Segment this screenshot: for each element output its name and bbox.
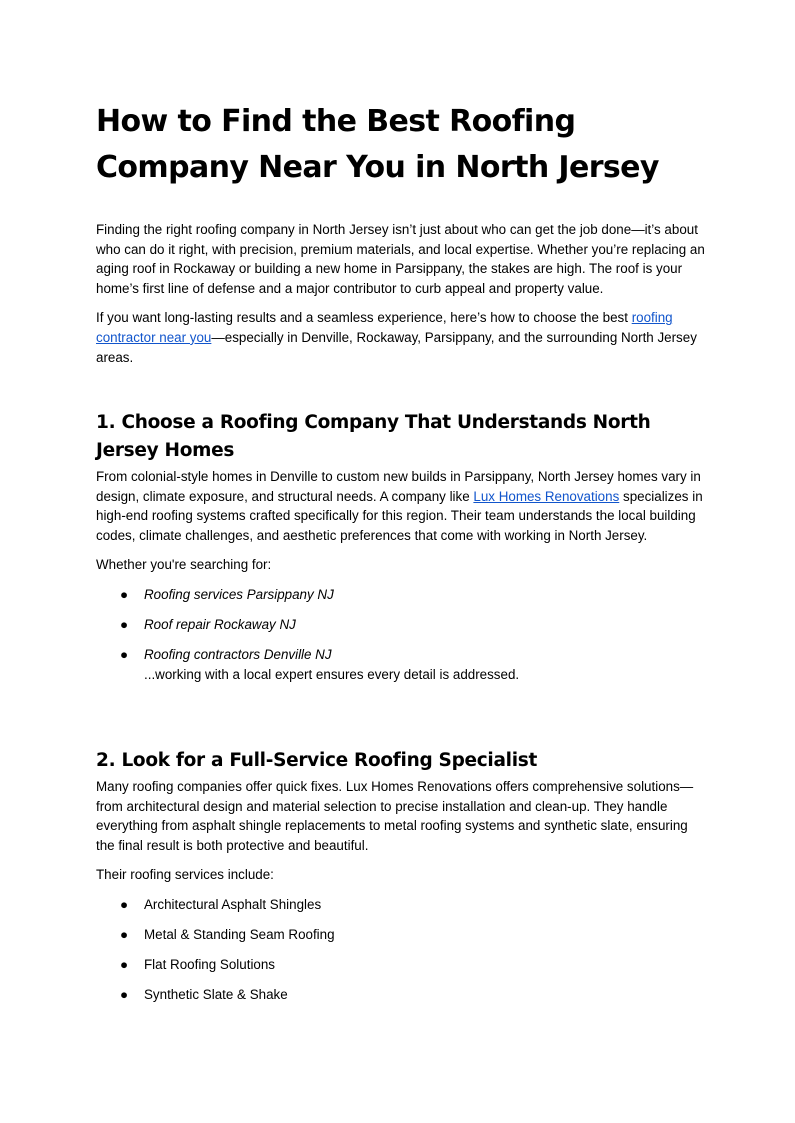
list-item-continuation: ...working with a local expert ensures every detail is addressed. — [144, 666, 520, 682]
section-2 — [96, 747, 708, 1015]
section-2-paragraph-1: Many roofing companies offer quick fixes. Lux Homes Renovations offers comprehensive solutions—from architectural design and material selection to precise installation and clean-up. They handle everything from asphalt shingle replacements to metal roofing systems and synthetic slate, ensuring the final result is both protective and beautiful. — [96, 779, 694, 853]
bullet-icon: ● — [120, 586, 129, 602]
section-1 — [96, 409, 708, 695]
list-item-text: Roofing contractors Denville NJ — [144, 646, 332, 662]
section-2-list — [96, 895, 708, 1005]
intro-p2-tail: —especially in Denville, Rockaway, Parsippany, and the surrounding North Jersey areas. — [96, 329, 697, 365]
section-1-p1-text: From colonial-style homes in Denville to custom new builds in Parsippany, North Jersey homes vary in design, climate exposure, and structural needs. A company like — [96, 469, 701, 504]
bullet-icon: ● — [120, 926, 129, 942]
section-2-heading: 2. Look for a Full-Service Roofing Specialist — [96, 750, 537, 771]
section-2-paragraph-2: Their roofing services include: — [96, 867, 274, 883]
list-item-text: Metal & Standing Seam Roofing — [144, 926, 335, 942]
bullet-icon: ● — [120, 896, 129, 912]
list-item — [96, 955, 708, 975]
bullet-icon: ● — [120, 616, 129, 632]
bullet-icon: ● — [120, 986, 129, 1002]
page-title: How to Find the Best Roofing Company Near You in North Jersey — [96, 104, 659, 185]
intro-paragraph-2 — [96, 308, 708, 367]
list-item — [96, 925, 708, 945]
section-1-list — [96, 585, 708, 684]
list-item-text: Flat Roofing Solutions — [144, 956, 276, 972]
list-item-text: Roofing services Parsippany NJ — [144, 586, 334, 602]
intro-paragraph-1: Finding the right roofing company in North Jersey isn’t just about who can get the job done—it’s about who can do it right, with precision, premium materials, and local expertise. Whether you’re replacing an aging roof in Rockaway or building a new home in Parsippany, the stakes are high. The roof is your home’s first line of defense and a major contributor to curb appeal and property value. — [96, 222, 705, 296]
list-item-text: Synthetic Slate & Shake — [144, 986, 288, 1002]
list-item — [96, 985, 708, 1005]
section-1-heading: 1. Choose a Roofing Company That Understands North Jersey Homes — [96, 412, 651, 461]
list-item — [96, 645, 708, 684]
section-1-p1-tail: specializes in high-end roofing systems crafted specifically for this region. Their team understands the local building codes, climate challenges, and aesthetic preferences that come with working in North Jersey. — [96, 488, 703, 543]
section-1-paragraph-1 — [96, 467, 708, 545]
section-1-paragraph-2: Whether you're searching for: — [96, 557, 272, 573]
intro-p2-text: If you want long-lasting results and a seamless experience, here’s how to choose the best — [96, 310, 632, 326]
lux-homes-link[interactable]: Lux Homes Renovations — [473, 488, 620, 504]
list-item-text: Architectural Asphalt Shingles — [144, 896, 322, 912]
list-item — [96, 585, 708, 605]
bullet-icon: ● — [120, 956, 129, 972]
list-item-text: Roof repair Rockaway NJ — [144, 616, 296, 632]
list-item — [96, 895, 708, 915]
bullet-icon: ● — [120, 646, 129, 662]
intro-section — [96, 220, 708, 367]
list-item — [96, 615, 708, 635]
roofing-contractor-link[interactable]: roofing contractor near you — [96, 310, 673, 345]
